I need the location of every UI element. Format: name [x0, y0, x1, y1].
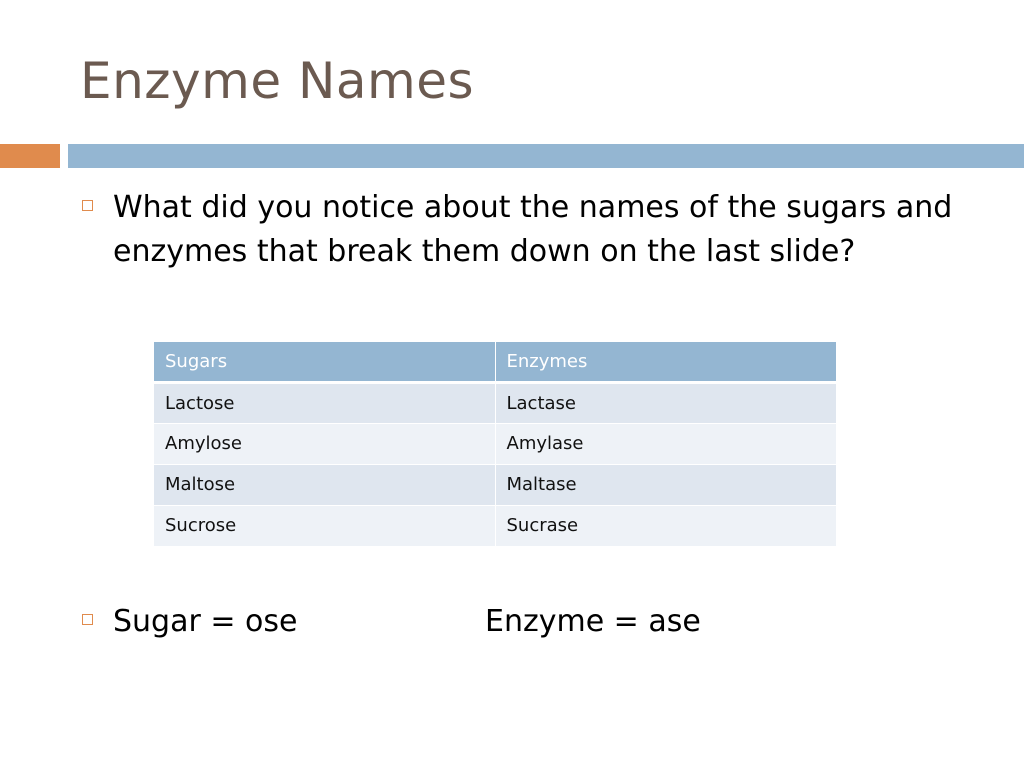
enzyme-cell: Maltase — [495, 464, 836, 505]
sugar-cell: Sucrose — [154, 505, 495, 546]
table-row — [154, 505, 836, 546]
sugar-cell: Maltose — [154, 464, 495, 505]
question-bullet — [82, 186, 963, 274]
table-header-row — [154, 342, 836, 382]
sugar-cell: Lactose — [154, 382, 495, 423]
enzyme-cell: Amylase — [495, 423, 836, 464]
table-row — [154, 423, 836, 464]
title-underline-bar — [68, 144, 1024, 168]
question-text: What did you notice about the names of the sugars and enzymes that break them down on the last slide? — [113, 190, 953, 269]
sugar-enzyme-table — [154, 342, 836, 547]
slide-title: Enzyme Names — [80, 52, 475, 110]
square-bullet-icon — [82, 200, 93, 211]
enzyme-suffix-text: Enzyme = ase — [485, 604, 701, 639]
table-row — [154, 382, 836, 423]
sugar-cell: Amylose — [154, 423, 495, 464]
table-row — [154, 464, 836, 505]
sugar-suffix-text: Sugar = ose — [113, 604, 298, 639]
suffix-bullet — [82, 600, 701, 644]
enzyme-cell: Lactase — [495, 382, 836, 423]
enzyme-cell: Sucrase — [495, 505, 836, 546]
title-underline-accent — [0, 144, 60, 168]
column-header-sugars: Sugars — [154, 342, 495, 382]
column-header-enzymes: Enzymes — [495, 342, 836, 382]
square-bullet-icon — [82, 614, 93, 625]
